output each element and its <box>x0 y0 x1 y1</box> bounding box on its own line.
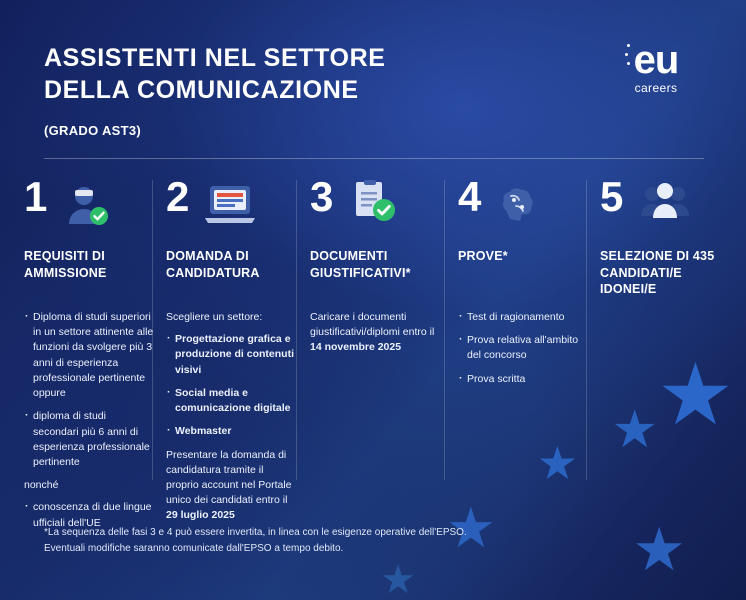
column-divider <box>586 180 587 480</box>
list-item-bold: Progettazione grafica e produzione di contenuti visivi <box>175 333 294 376</box>
people-group-icon <box>634 176 694 232</box>
column-divider <box>444 180 445 480</box>
deadline-lead: Caricare i documenti giustificativi/diplomi entro il <box>310 311 435 339</box>
step-body-4 <box>458 310 590 387</box>
deadline-date: 14 novembre 2025 <box>310 341 402 354</box>
step-number-5: 5 <box>600 173 624 220</box>
deadline-text <box>166 448 298 524</box>
deadline-lead: Presentare la domanda di candidatura tramite il proprio account nel Portale unico dei candidati entro il <box>166 448 292 507</box>
step-header-4 <box>458 173 590 242</box>
step-column-1 <box>24 173 154 539</box>
eu-careers-logo <box>610 40 702 95</box>
star-decoration-icon: ★ <box>611 401 658 459</box>
person-check-icon <box>58 176 118 232</box>
list-item <box>166 386 298 416</box>
list-item: nonché <box>24 479 59 492</box>
step-number-4: 4 <box>458 173 482 220</box>
footnote-line-1: *La sequenza delle fasi 3 e 4 può essere invertita, in linea con le esigenze operative dell'EPSO. <box>44 527 467 538</box>
list-intro: Scegliere un settore: <box>166 311 263 323</box>
step-header-3 <box>310 173 446 242</box>
star-decoration-icon: ★ <box>656 347 734 443</box>
list-item-bold: Social media e comunicazione digitale <box>175 386 291 415</box>
star-decoration-icon: ★ <box>632 516 686 583</box>
eu-logo-dots-icon <box>625 44 635 74</box>
step-column-2 <box>166 173 298 531</box>
step-header-5 <box>600 173 732 242</box>
column-divider <box>152 180 153 480</box>
list-item: · diploma di studi secondari più 6 anni di esperienza professionale pertinente <box>24 409 154 470</box>
star-decoration-icon: ★ <box>445 496 496 559</box>
column-divider <box>296 180 297 480</box>
laptop-form-icon <box>200 176 260 232</box>
page-title-line-2: DELLA COMUNICAZIONE <box>44 76 359 104</box>
list-item-bold: Webmaster <box>175 425 232 438</box>
step-header-2 <box>166 173 298 242</box>
step-number-3: 3 <box>310 173 334 220</box>
footnote-line-2: Eventuali modifiche saranno comunicate dall'EPSO a tempo debito. <box>44 542 344 554</box>
step-number-1: 1 <box>24 173 48 220</box>
page-subtitle: (GRADO AST3) <box>44 123 142 138</box>
deadline-date: 29 luglio 2025 <box>166 509 235 522</box>
step-title-5: SELEZIONE DI 435 CANDIDATI/E IDONEI/E <box>600 249 715 296</box>
step-column-5 <box>600 173 732 316</box>
step-column-4 <box>458 173 590 395</box>
star-decoration-icon: ★ <box>536 437 578 489</box>
list-item: · Prova scritta <box>458 372 590 387</box>
brain-head-icon <box>492 176 552 232</box>
list-item: · Diploma di studi superiori in un settore attinente alle funzioni da svolgere più 3 anni di esperienza professionale pertinente oppure <box>24 310 154 401</box>
step-title-3: DOCUMENTI GIUSTIFICATIVI* <box>310 249 411 280</box>
step-title-1: REQUISITI DI AMMISSIONE <box>24 249 107 280</box>
header-divider <box>44 158 704 159</box>
list-item: · Prova relativa all'ambito del concorso <box>458 333 590 363</box>
eu-logo-text: eu <box>633 38 679 82</box>
step-body-1 <box>24 310 154 531</box>
eu-logo-mark <box>634 40 679 80</box>
header <box>0 0 746 160</box>
step-title-2: DOMANDA DI CANDIDATURA <box>166 249 260 280</box>
document-check-icon <box>344 176 404 232</box>
list-item: · Test di ragionamento <box>458 310 590 325</box>
step-body-2 <box>166 310 298 524</box>
step-number-2: 2 <box>166 173 190 220</box>
list-item: · conoscenza di due lingue ufficiali dell'UE <box>24 500 154 530</box>
footnote <box>44 525 664 556</box>
page-title <box>44 42 604 106</box>
steps-container <box>0 173 746 529</box>
eu-logo-careers-text: careers <box>634 81 678 95</box>
list-item <box>166 424 298 439</box>
step-column-3 <box>310 173 446 363</box>
deadline-text <box>310 310 446 356</box>
step-title-4: PROVE* <box>458 249 508 263</box>
step-body-3 <box>310 310 446 356</box>
page-title-line-1: ASSISTENTI NEL SETTORE <box>44 44 386 72</box>
star-decoration-icon: ★ <box>380 558 416 600</box>
step-header-1 <box>24 173 154 242</box>
list-item <box>166 332 298 378</box>
